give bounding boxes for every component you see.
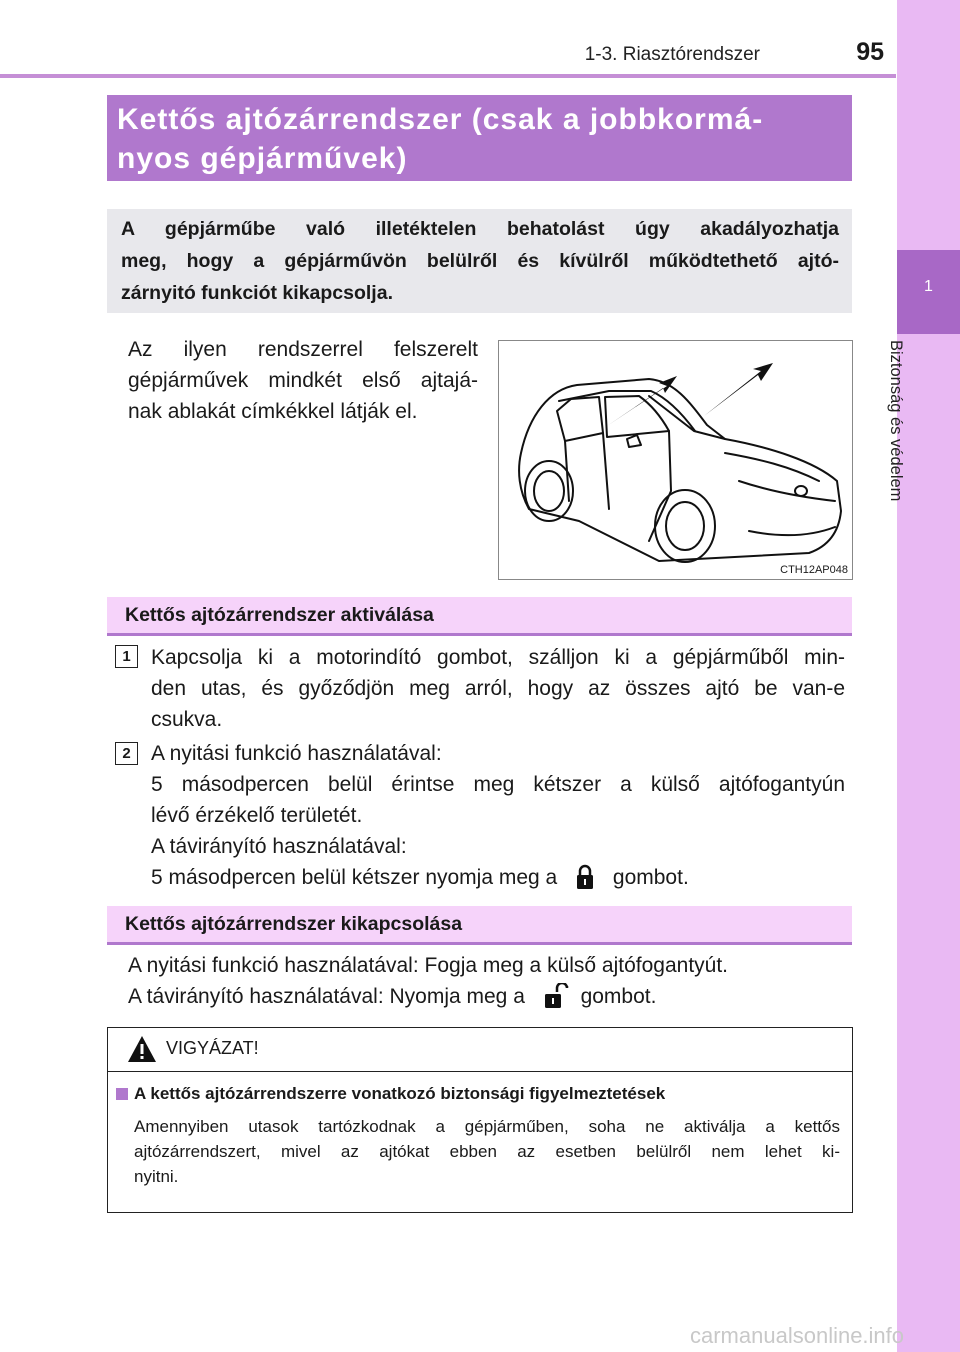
step-2-text xyxy=(151,738,845,893)
step-1-line-2: den utas, és győződjön meg arról, hogy az összes ajtó be van-e xyxy=(151,677,845,700)
chapter-tab xyxy=(897,0,960,1352)
page-title-line-1: Kettős ajtózárrendszer (csak a jobbkormá- xyxy=(117,103,764,136)
step-1-line-3: csukva. xyxy=(151,708,223,731)
unlock-icon xyxy=(535,983,571,1009)
subheading-deactivate: Kettős ajtózárrendszer kikapcsolása xyxy=(125,913,463,935)
intro-text xyxy=(121,213,839,309)
deactivate-line-2-post: gombot. xyxy=(580,985,657,1008)
step-number-2: 2 xyxy=(115,742,138,765)
caution-title: VIGYÁZAT! xyxy=(166,1038,259,1058)
caution-subtitle: A kettős ajtózárrendszerre vonatkozó biztonsági figyelmeztetések xyxy=(134,1084,666,1103)
watermark: carmanualsonline.info xyxy=(690,1323,905,1348)
step-2-line-5-pre: 5 másodpercen belül kétszer nyomja meg a xyxy=(151,866,558,889)
intro-line-1: A gépjárműbe való illetéktelen behatolást úgy akadályozhatja xyxy=(121,218,839,240)
caution-body xyxy=(134,1114,840,1189)
feature-paragraph-line-2: gépjárművek mindkét első ajtajá- xyxy=(128,369,478,392)
feature-paragraph-line-3: nak ablakát címkékkel látják el. xyxy=(128,400,418,423)
feature-paragraph-line-1: Az ilyen rendszerrel felszerelt xyxy=(128,338,478,361)
lock-icon xyxy=(567,864,603,890)
step-2-line-5 xyxy=(151,862,845,893)
figure-caption: CTH12AP048 xyxy=(780,564,848,576)
deactivate-line-2-pre: A távirányító használatával: Nyomja meg a xyxy=(128,985,525,1008)
running-header-section: 1-3. Riasztórendszer xyxy=(584,44,760,65)
chapter-number: 1 xyxy=(924,278,933,295)
caution-bullet-icon xyxy=(116,1088,128,1100)
caution-body-line-3: nyitni. xyxy=(134,1167,179,1186)
page-number: 95 xyxy=(856,38,884,66)
step-2-line-5-post: gombot. xyxy=(612,866,689,889)
step-2-line-2: 5 másodpercen belül érintse meg kétszer a külső ajtófogantyún xyxy=(151,773,845,796)
step-2-line-4: A távirányító használatával: xyxy=(151,835,407,858)
intro-line-2: meg, hogy a gépjárművön belülről és kívülről működtethető ajtó- xyxy=(121,250,839,272)
deactivate-text xyxy=(128,950,848,1012)
step-2-line-1: A nyitási funkció használatával: xyxy=(151,742,442,765)
caution-body-line-2: ajtózárrendszert, mivel az ajtókat ebben az esetben belülről nem lehet ki- xyxy=(134,1142,840,1161)
step-number-1: 1 xyxy=(115,645,138,668)
deactivate-line-2 xyxy=(128,981,848,1012)
subheading-activate: Kettős ajtózárrendszer aktiválása xyxy=(125,604,434,626)
page-title-line-2: nyos gépjárművek) xyxy=(117,142,408,175)
car-illustration xyxy=(498,340,853,580)
feature-paragraph xyxy=(128,334,478,427)
step-1-line-1: Kapcsolja ki a motorindító gombot, szálljon ki a gépjárműből min- xyxy=(151,646,845,669)
page-title xyxy=(117,100,837,178)
chapter-label-container xyxy=(887,330,933,560)
intro-line-3: zárnyitó funkciót kikapcsolja. xyxy=(121,282,393,304)
step-2-line-3: lévő érzékelő területét. xyxy=(151,804,363,827)
chapter-label: Biztonság és védelem xyxy=(887,340,905,502)
car-drawing xyxy=(499,341,852,579)
deactivate-line-1: A nyitási funkció használatával: Fogja meg a külső ajtófogantyút. xyxy=(128,954,729,977)
warning-triangle-icon xyxy=(127,1035,157,1063)
caution-body-line-1: Amennyiben utasok tartózkodnak a gépjárműben, soha ne aktiválja a kettős xyxy=(134,1117,840,1136)
header-rule xyxy=(0,74,896,78)
step-1-text xyxy=(151,642,845,735)
